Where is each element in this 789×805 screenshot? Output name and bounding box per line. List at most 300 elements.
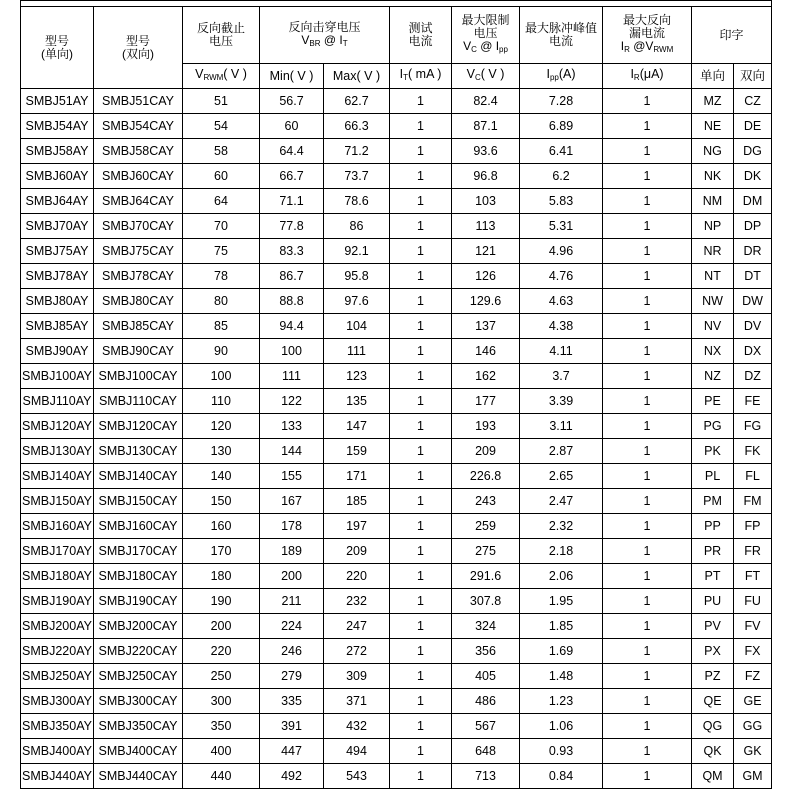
cell-ipp: 4.96: [520, 239, 603, 264]
table-row: [21, 489, 772, 514]
cell-vrwm: 190: [183, 589, 260, 614]
table-row: [21, 539, 772, 564]
table-row: [21, 564, 772, 589]
cell-model-uni: SMBJ51AY: [21, 89, 94, 114]
cell-mark-bi: DK: [734, 164, 772, 189]
cell-ir: 1: [603, 389, 692, 414]
cell-it: 1: [390, 114, 452, 139]
cell-vbr-min: 335: [260, 689, 324, 714]
cell-vbr-min: 391: [260, 714, 324, 739]
table-row: [21, 214, 772, 239]
cell-model-uni: SMBJ220AY: [21, 639, 94, 664]
cell-it: 1: [390, 239, 452, 264]
cell-ipp: 5.31: [520, 214, 603, 239]
cell-vbr-min: 167: [260, 489, 324, 514]
cell-mark-bi: DG: [734, 139, 772, 164]
cell-ipp: 1.95: [520, 589, 603, 614]
cell-vbr-max: 432: [324, 714, 390, 739]
cell-mark-bi: GM: [734, 764, 772, 789]
cell-mark-uni: NV: [692, 314, 734, 339]
cell-vrwm: 120: [183, 414, 260, 439]
cell-mark-uni: NE: [692, 114, 734, 139]
cell-model-bi: SMBJ110CAY: [94, 389, 183, 414]
cell-vbr-max: 97.6: [324, 289, 390, 314]
cell-ipp: 4.11: [520, 339, 603, 364]
cell-it: 1: [390, 339, 452, 364]
cell-mark-uni: QK: [692, 739, 734, 764]
cell-vbr-min: 246: [260, 639, 324, 664]
cell-mark-bi: FT: [734, 564, 772, 589]
cell-vbr-min: 111: [260, 364, 324, 389]
cell-ir: 1: [603, 89, 692, 114]
cell-vbr-max: 73.7: [324, 164, 390, 189]
cell-vbr-min: 122: [260, 389, 324, 414]
table-row: [21, 164, 772, 189]
cell-ipp: 0.84: [520, 764, 603, 789]
cell-vbr-max: 185: [324, 489, 390, 514]
cell-model-uni: SMBJ90AY: [21, 339, 94, 364]
cell-ir: 1: [603, 339, 692, 364]
table-row: [21, 239, 772, 264]
cell-model-uni: SMBJ140AY: [21, 464, 94, 489]
cell-model-bi: SMBJ250CAY: [94, 664, 183, 689]
cell-mark-bi: FM: [734, 489, 772, 514]
cell-mark-uni: NX: [692, 339, 734, 364]
cell-mark-uni: PG: [692, 414, 734, 439]
cell-vrwm: 400: [183, 739, 260, 764]
cell-ipp: 1.48: [520, 664, 603, 689]
cell-it: 1: [390, 189, 452, 214]
cell-model-bi: SMBJ54CAY: [94, 114, 183, 139]
cell-ipp: 2.32: [520, 514, 603, 539]
cell-model-uni: SMBJ180AY: [21, 564, 94, 589]
cell-mark-bi: FZ: [734, 664, 772, 689]
cell-vbr-min: 189: [260, 539, 324, 564]
cell-vbr-max: 494: [324, 739, 390, 764]
cell-model-uni: SMBJ160AY: [21, 514, 94, 539]
cell-model-bi: SMBJ100CAY: [94, 364, 183, 389]
cell-it: 1: [390, 714, 452, 739]
cell-ir: 1: [603, 739, 692, 764]
header-ir: 最大反向 漏电流 $I_R$ $@V_{RWM}$: [603, 7, 692, 64]
cell-vbr-max: 135: [324, 389, 390, 414]
header-model-bi: 型号 (双向): [94, 7, 183, 89]
cell-mark-bi: DX: [734, 339, 772, 364]
cell-vrwm: 54: [183, 114, 260, 139]
cell-model-bi: SMBJ220CAY: [94, 639, 183, 664]
cell-model-uni: SMBJ130AY: [21, 439, 94, 464]
cell-mark-bi: FP: [734, 514, 772, 539]
cell-it: 1: [390, 439, 452, 464]
cell-vbr-min: 77.8: [260, 214, 324, 239]
cell-vc: 291.6: [452, 564, 520, 589]
unit-uni: 单向: [692, 64, 734, 89]
cell-mark-uni: NP: [692, 214, 734, 239]
cell-vbr-max: 104: [324, 314, 390, 339]
cell-model-uni: SMBJ200AY: [21, 614, 94, 639]
cell-vrwm: 78: [183, 264, 260, 289]
cell-vbr-min: 83.3: [260, 239, 324, 264]
cell-ipp: 0.93: [520, 739, 603, 764]
header-vbr: 反向击穿电压 $V_{BR}$ @ $I_T$: [260, 7, 390, 64]
cell-model-uni: SMBJ80AY: [21, 289, 94, 314]
cell-ipp: 7.28: [520, 89, 603, 114]
cell-vbr-min: 200: [260, 564, 324, 589]
cell-vbr-min: 56.7: [260, 89, 324, 114]
table-row: [21, 614, 772, 639]
cell-mark-uni: NG: [692, 139, 734, 164]
cell-mark-uni: NW: [692, 289, 734, 314]
cell-vrwm: 440: [183, 764, 260, 789]
cell-vbr-max: 220: [324, 564, 390, 589]
cell-model-bi: SMBJ170CAY: [94, 539, 183, 564]
cell-it: 1: [390, 464, 452, 489]
cell-model-uni: SMBJ110AY: [21, 389, 94, 414]
cell-vbr-max: 247: [324, 614, 390, 639]
cell-vc: 486: [452, 689, 520, 714]
unit-max: Max( V ): [324, 64, 390, 89]
cell-vc: 275: [452, 539, 520, 564]
cell-ipp: 2.65: [520, 464, 603, 489]
cell-ipp: 1.85: [520, 614, 603, 639]
cell-mark-bi: DW: [734, 289, 772, 314]
cell-vc: 87.1: [452, 114, 520, 139]
cell-model-uni: SMBJ100AY: [21, 364, 94, 389]
cell-model-bi: SMBJ51CAY: [94, 89, 183, 114]
table-row: [21, 739, 772, 764]
cell-ir: 1: [603, 164, 692, 189]
cell-model-uni: SMBJ60AY: [21, 164, 94, 189]
cell-it: 1: [390, 589, 452, 614]
cell-vc: 193: [452, 414, 520, 439]
cell-vbr-max: 62.7: [324, 89, 390, 114]
spec-table: [20, 6, 772, 789]
cell-it: 1: [390, 664, 452, 689]
cell-model-bi: SMBJ130CAY: [94, 439, 183, 464]
table-body: [21, 89, 772, 789]
cell-mark-bi: CZ: [734, 89, 772, 114]
table-row: [21, 764, 772, 789]
cell-ir: 1: [603, 264, 692, 289]
cell-vrwm: 90: [183, 339, 260, 364]
cell-vc: 324: [452, 614, 520, 639]
cell-mark-uni: PU: [692, 589, 734, 614]
table-row: [21, 439, 772, 464]
cell-vbr-max: 92.1: [324, 239, 390, 264]
cell-vc: 129.6: [452, 289, 520, 314]
cell-vbr-max: 66.3: [324, 114, 390, 139]
cell-model-uni: SMBJ54AY: [21, 114, 94, 139]
cell-vc: 137: [452, 314, 520, 339]
cell-vc: 356: [452, 639, 520, 664]
cell-ipp: 3.39: [520, 389, 603, 414]
table-row: [21, 339, 772, 364]
cell-vbr-max: 309: [324, 664, 390, 689]
cell-vc: 177: [452, 389, 520, 414]
cell-vrwm: 300: [183, 689, 260, 714]
cell-mark-bi: FE: [734, 389, 772, 414]
cell-mark-uni: MZ: [692, 89, 734, 114]
cell-model-uni: SMBJ70AY: [21, 214, 94, 239]
cell-it: 1: [390, 214, 452, 239]
cell-mark-bi: DE: [734, 114, 772, 139]
cell-mark-uni: PX: [692, 639, 734, 664]
header-vc: 最大限制 电压 $V_C$ @ $I_{pp}$: [452, 7, 520, 64]
cell-vrwm: 60: [183, 164, 260, 189]
cell-mark-bi: FR: [734, 539, 772, 564]
cell-mark-bi: GK: [734, 739, 772, 764]
cell-vbr-max: 123: [324, 364, 390, 389]
cell-vbr-max: 86: [324, 214, 390, 239]
cell-it: 1: [390, 89, 452, 114]
cell-it: 1: [390, 564, 452, 589]
cell-model-bi: SMBJ70CAY: [94, 214, 183, 239]
cell-model-bi: SMBJ150CAY: [94, 489, 183, 514]
cell-mark-bi: FV: [734, 614, 772, 639]
cell-ir: 1: [603, 689, 692, 714]
cell-mark-bi: DZ: [734, 364, 772, 389]
cell-mark-bi: FK: [734, 439, 772, 464]
cell-ir: 1: [603, 539, 692, 564]
table-row: [21, 139, 772, 164]
cell-vbr-max: 272: [324, 639, 390, 664]
cell-model-uni: SMBJ58AY: [21, 139, 94, 164]
cell-ir: 1: [603, 314, 692, 339]
cell-mark-bi: DM: [734, 189, 772, 214]
cell-mark-bi: FL: [734, 464, 772, 489]
cell-vbr-min: 144: [260, 439, 324, 464]
unit-vc: $V_C$( V ): [452, 64, 520, 89]
cell-model-bi: SMBJ440CAY: [94, 764, 183, 789]
cell-vrwm: 130: [183, 439, 260, 464]
cell-vrwm: 100: [183, 364, 260, 389]
cell-vc: 259: [452, 514, 520, 539]
cell-model-uni: SMBJ250AY: [21, 664, 94, 689]
cell-ir: 1: [603, 464, 692, 489]
cell-it: 1: [390, 389, 452, 414]
cell-vbr-min: 279: [260, 664, 324, 689]
cell-mark-uni: QE: [692, 689, 734, 714]
table-row: [21, 714, 772, 739]
cell-model-bi: SMBJ85CAY: [94, 314, 183, 339]
cell-ir: 1: [603, 764, 692, 789]
cell-model-bi: SMBJ300CAY: [94, 689, 183, 714]
cell-vbr-max: 371: [324, 689, 390, 714]
cell-model-bi: SMBJ160CAY: [94, 514, 183, 539]
cell-model-bi: SMBJ180CAY: [94, 564, 183, 589]
unit-vrwm: $V_{RWM}$( V ): [183, 64, 260, 89]
cell-model-bi: SMBJ78CAY: [94, 264, 183, 289]
header-vrwm: 反向截止 电压: [183, 7, 260, 64]
cell-vc: 113: [452, 214, 520, 239]
table-row: [21, 464, 772, 489]
cell-ipp: 5.83: [520, 189, 603, 214]
cell-vrwm: 350: [183, 714, 260, 739]
cell-model-bi: SMBJ140CAY: [94, 464, 183, 489]
cell-ir: 1: [603, 564, 692, 589]
cell-vbr-min: 60: [260, 114, 324, 139]
cell-mark-bi: GG: [734, 714, 772, 739]
cell-ir: 1: [603, 414, 692, 439]
cell-ipp: 2.18: [520, 539, 603, 564]
table-row: [21, 289, 772, 314]
cell-ipp: 6.89: [520, 114, 603, 139]
cell-vbr-min: 94.4: [260, 314, 324, 339]
cell-it: 1: [390, 289, 452, 314]
cell-model-bi: SMBJ90CAY: [94, 339, 183, 364]
cell-it: 1: [390, 264, 452, 289]
cell-ir: 1: [603, 364, 692, 389]
cell-ir: 1: [603, 139, 692, 164]
table-row: [21, 189, 772, 214]
cell-vc: 567: [452, 714, 520, 739]
cell-ir: 1: [603, 439, 692, 464]
cell-ipp: 6.41: [520, 139, 603, 164]
cell-vbr-max: 71.2: [324, 139, 390, 164]
cell-model-bi: SMBJ350CAY: [94, 714, 183, 739]
cell-ir: 1: [603, 239, 692, 264]
cell-vbr-max: 147: [324, 414, 390, 439]
cell-vc: 96.8: [452, 164, 520, 189]
cell-model-bi: SMBJ80CAY: [94, 289, 183, 314]
cell-mark-uni: PP: [692, 514, 734, 539]
cell-mark-uni: PR: [692, 539, 734, 564]
cell-ir: 1: [603, 489, 692, 514]
cell-ipp: 4.38: [520, 314, 603, 339]
cell-model-uni: SMBJ190AY: [21, 589, 94, 614]
cell-model-bi: SMBJ400CAY: [94, 739, 183, 764]
cell-model-uni: SMBJ64AY: [21, 189, 94, 214]
cell-vbr-min: 71.1: [260, 189, 324, 214]
cell-vbr-min: 66.7: [260, 164, 324, 189]
cell-mark-bi: DP: [734, 214, 772, 239]
cell-vrwm: 64: [183, 189, 260, 214]
table-row: [21, 639, 772, 664]
cell-ipp: 6.2: [520, 164, 603, 189]
cell-ir: 1: [603, 664, 692, 689]
cell-model-bi: SMBJ75CAY: [94, 239, 183, 264]
cell-vc: 146: [452, 339, 520, 364]
cell-ir: 1: [603, 289, 692, 314]
cell-vc: 162: [452, 364, 520, 389]
cell-mark-uni: PE: [692, 389, 734, 414]
cell-vrwm: 110: [183, 389, 260, 414]
cell-ipp: 2.47: [520, 489, 603, 514]
cell-model-uni: SMBJ150AY: [21, 489, 94, 514]
table-row: [21, 364, 772, 389]
cell-vc: 82.4: [452, 89, 520, 114]
cell-mark-uni: NM: [692, 189, 734, 214]
header-it: 测试 电流: [390, 7, 452, 64]
cell-ipp: 2.87: [520, 439, 603, 464]
cell-vbr-min: 178: [260, 514, 324, 539]
header-marking: 印字: [692, 7, 772, 64]
cell-vrwm: 51: [183, 89, 260, 114]
cell-model-bi: SMBJ58CAY: [94, 139, 183, 164]
cell-vc: 226.8: [452, 464, 520, 489]
cell-vrwm: 200: [183, 614, 260, 639]
cell-it: 1: [390, 414, 452, 439]
cell-ir: 1: [603, 514, 692, 539]
cell-vrwm: 58: [183, 139, 260, 164]
table-row: [21, 664, 772, 689]
cell-model-uni: SMBJ75AY: [21, 239, 94, 264]
cell-ir: 1: [603, 189, 692, 214]
cell-ipp: 1.06: [520, 714, 603, 739]
cell-it: 1: [390, 164, 452, 189]
cell-vbr-min: 88.8: [260, 289, 324, 314]
cell-mark-bi: DR: [734, 239, 772, 264]
cell-ir: 1: [603, 614, 692, 639]
cell-model-uni: SMBJ440AY: [21, 764, 94, 789]
cell-mark-bi: DT: [734, 264, 772, 289]
cell-vbr-min: 133: [260, 414, 324, 439]
cell-vbr-max: 543: [324, 764, 390, 789]
cell-ir: 1: [603, 114, 692, 139]
table-row: [21, 689, 772, 714]
cell-it: 1: [390, 489, 452, 514]
cell-vrwm: 170: [183, 539, 260, 564]
cell-vrwm: 180: [183, 564, 260, 589]
cell-model-uni: SMBJ300AY: [21, 689, 94, 714]
cell-vc: 126: [452, 264, 520, 289]
unit-bi: 双向: [734, 64, 772, 89]
cell-model-uni: SMBJ170AY: [21, 539, 94, 564]
cell-vrwm: 70: [183, 214, 260, 239]
cell-model-uni: SMBJ85AY: [21, 314, 94, 339]
cell-vrwm: 220: [183, 639, 260, 664]
cell-model-bi: SMBJ190CAY: [94, 589, 183, 614]
cell-vrwm: 80: [183, 289, 260, 314]
cell-vc: 713: [452, 764, 520, 789]
cell-vc: 93.6: [452, 139, 520, 164]
cell-ipp: 3.11: [520, 414, 603, 439]
cell-vc: 243: [452, 489, 520, 514]
cell-mark-uni: QM: [692, 764, 734, 789]
cell-model-bi: SMBJ200CAY: [94, 614, 183, 639]
cell-vbr-max: 209: [324, 539, 390, 564]
cell-it: 1: [390, 764, 452, 789]
cell-vrwm: 150: [183, 489, 260, 514]
cell-vbr-max: 171: [324, 464, 390, 489]
header-row-1: [21, 7, 772, 64]
cell-it: 1: [390, 314, 452, 339]
cell-vrwm: 160: [183, 514, 260, 539]
table-row: [21, 589, 772, 614]
header-model-uni: 型号 (单向): [21, 7, 94, 89]
cell-model-uni: SMBJ400AY: [21, 739, 94, 764]
cell-mark-uni: PL: [692, 464, 734, 489]
cell-mark-uni: PM: [692, 489, 734, 514]
table-row: [21, 314, 772, 339]
cell-mark-uni: NZ: [692, 364, 734, 389]
cell-ipp: 1.23: [520, 689, 603, 714]
cell-vc: 121: [452, 239, 520, 264]
cell-ipp: 3.7: [520, 364, 603, 389]
cell-vbr-min: 492: [260, 764, 324, 789]
cell-vbr-max: 159: [324, 439, 390, 464]
cell-vbr-min: 224: [260, 614, 324, 639]
cell-model-uni: SMBJ120AY: [21, 414, 94, 439]
table-row: [21, 514, 772, 539]
cell-mark-uni: NT: [692, 264, 734, 289]
table-row: [21, 114, 772, 139]
cell-mark-uni: NR: [692, 239, 734, 264]
cell-ipp: 2.06: [520, 564, 603, 589]
table-row: [21, 264, 772, 289]
cell-mark-uni: PT: [692, 564, 734, 589]
cell-vbr-min: 155: [260, 464, 324, 489]
